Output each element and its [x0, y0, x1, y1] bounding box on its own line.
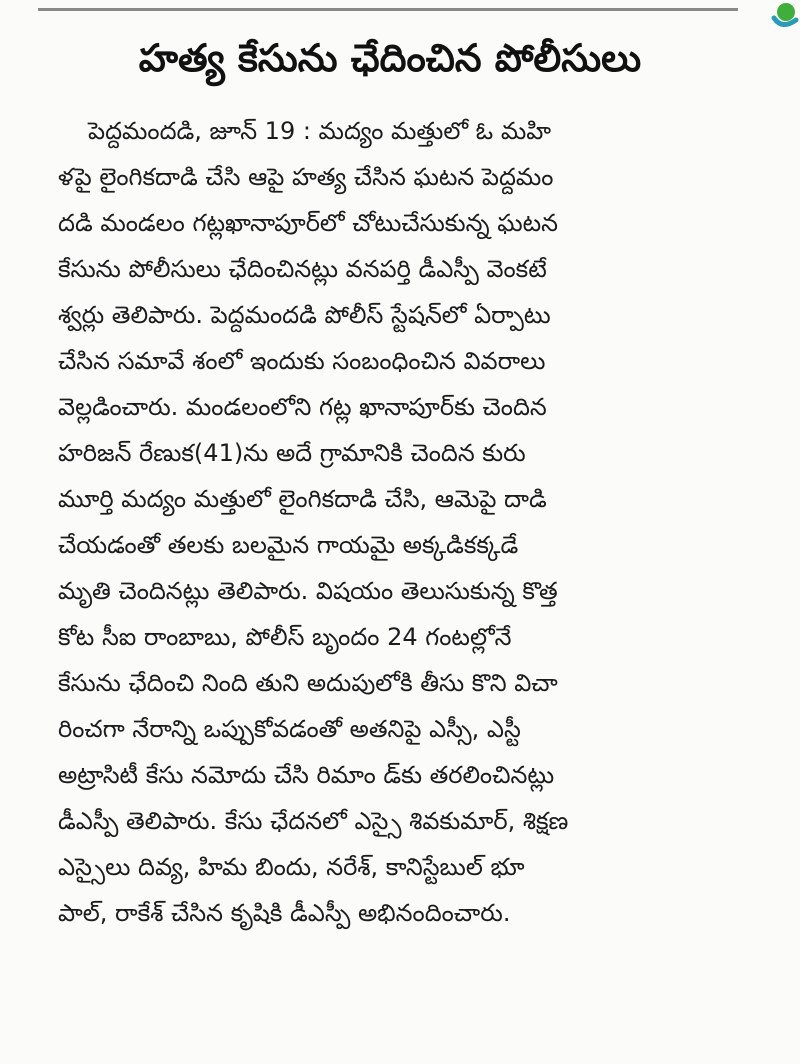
- top-divider: [38, 8, 738, 11]
- article-line: మూర్తి మద్యం మత్తులో లైంగికదాడి చేసి, ఆమెపై దాడి: [58, 485, 547, 513]
- article-line: అట్రాసిటీ కేసు నమోదు చేసి రిమాం డ్‌కు తరలించినట్లు: [58, 761, 555, 789]
- article-line: కోట సీఐ రాంబాబు, పోలీస్ బృందం 24 గంటల్లోనే: [58, 623, 512, 651]
- article-line: వెల్లడించారు. మండలంలోని గట్ల ఖానాపూర్‌కు చెందిన: [58, 393, 547, 421]
- article-line: పెద్దమందడి, జూన్ 19 : మద్యం మత్తులో ఓ మహి: [88, 117, 552, 145]
- article-headline: హత్య కేసును ఛేదించిన పోలీసులు: [138, 36, 642, 80]
- article-line: ళపై లైంగికదాడి చేసి ఆపై హత్య చేసిన ఘటన పెద్దమం: [58, 163, 554, 191]
- article-line: పాల్, రాకేశ్ చేసిన కృషికి డీఎస్పీ అభినందించారు.: [58, 899, 511, 927]
- article-line: కేసును పోలీసులు ఛేదించినట్లు వనపర్తి డీఎస్పీ వెంకటే: [58, 255, 547, 283]
- article-body: [58, 108, 748, 936]
- article-line: ఎస్సైలు దివ్య, హిమ బిందు, నరేశ్, కానిస్టేబుల్ భూ: [58, 853, 525, 881]
- article-line: రించగా నేరాన్ని ఒప్పుకోవడంతో అతనిపై ఎస్సీ, ఎస్టీ: [58, 715, 521, 743]
- article-line: మృతి చెందినట్లు తెలిపారు. విషయం తెలుసుకున్న కొత్త: [58, 577, 558, 605]
- article-line: చేయడంతో తలకు బలమైన గాయమై అక్కడికక్కడే: [58, 531, 519, 559]
- article-line: కేసును ఛేదించి నింది తుని అదుపులోకి తీసు కొని విచా: [58, 669, 558, 697]
- article-line: హరిజన్ రేణుక(41)ను అదే గ్రామానికి చెందిన కురు: [58, 439, 526, 467]
- article-line: దడి మండలం గట్లఖానాపూర్‌లో చోటుచేసుకున్న ఘటన: [58, 209, 558, 237]
- article-line: చేసిన సమావే శంలో ఇందుకు సంబంధించిన వివరాలు: [58, 347, 546, 375]
- publication-logo-icon: [760, 0, 800, 30]
- article-line: శ్వర్లు తెలిపారు. పెద్దమందడి పోలీస్ స్టేషన్‌లో ఏర్పాటు: [58, 301, 551, 329]
- article-line: డీఎస్పీ తెలిపారు. కేసు ఛేదనలో ఎస్సై శివకుమార్, శిక్షణ: [58, 807, 569, 835]
